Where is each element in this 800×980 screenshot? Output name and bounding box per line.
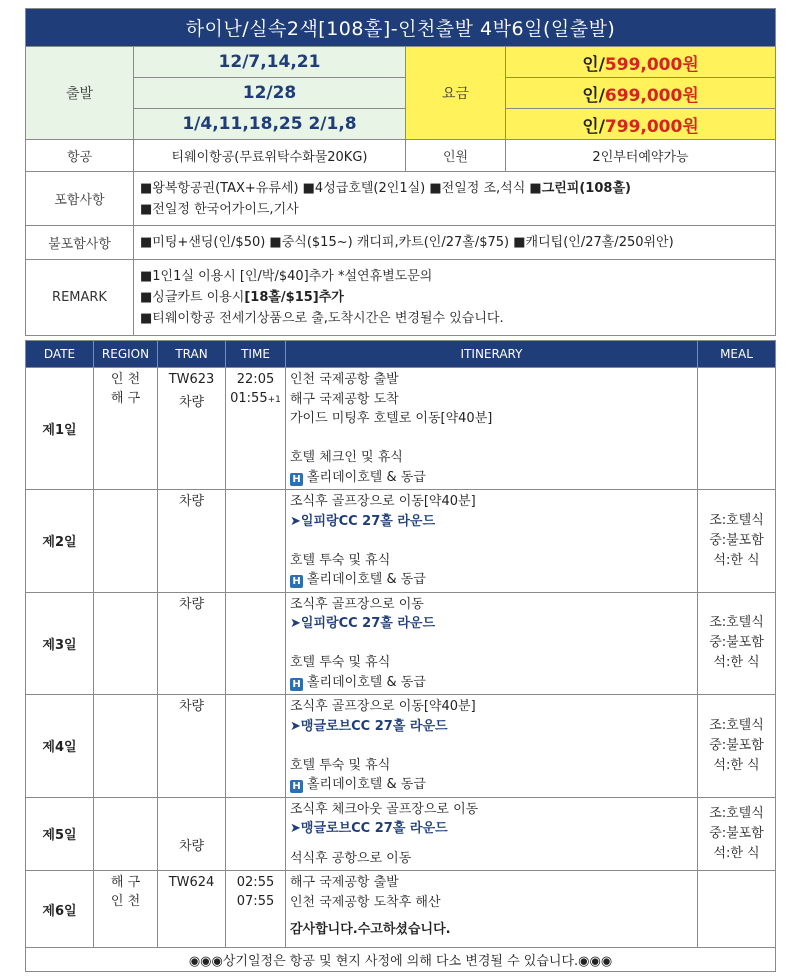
day-time [226, 368, 286, 490]
excluded-list: ■미팅+샌딩(인/$50) ■중식($15~) 캐디피,카트(인/27홀/$75) ■캐디팁(인/27홀/250위안) [134, 226, 776, 260]
fee-price-3 [506, 109, 776, 140]
hotel-name: 홀리데이호텔 & 동급 [307, 572, 426, 587]
day-date: 제4일 [26, 695, 94, 798]
day-region [94, 490, 158, 593]
day-itinerary [286, 695, 698, 798]
departure-label: 출발 [26, 47, 134, 140]
meal-breakfast: 조:호텔식 [709, 805, 764, 821]
remark-label: REMARK [26, 260, 134, 336]
day-meal [698, 490, 776, 593]
fee-prefix: 인/ [582, 116, 605, 137]
day-region [94, 797, 158, 871]
time-depart: 02:55 [236, 875, 275, 890]
day-time [226, 797, 286, 871]
day-meal [698, 871, 776, 948]
hotel-line [290, 570, 693, 590]
meal-dinner: 석:한 식 [713, 757, 760, 773]
hotel-line [290, 468, 693, 488]
remark-line-1: ■1인1실 이용시 [인/박/$40]추가 *설연휴별도문의 [140, 269, 433, 284]
itinerary-line: 조식후 골프장으로 이동 [290, 596, 424, 612]
day-row-6 [26, 871, 776, 948]
day-region [94, 695, 158, 798]
time-depart: 22:05 [236, 372, 275, 387]
remark-line-3: ■티웨이항공 전세기상품으로 출,도착시간은 변경될수 있습니다. [140, 311, 504, 326]
itinerary-line: 인천 국제공항 도착후 해산 [290, 894, 441, 910]
itinerary-line: 해구 국제공항 출발 [290, 875, 399, 890]
itinerary-line [290, 429, 693, 449]
departure-date-1: 12/7,14,21 [134, 47, 406, 78]
day-itinerary [286, 490, 698, 593]
day-tran [158, 368, 226, 490]
hotel-name: 홀리데이호텔 & 동급 [307, 777, 426, 792]
itinerary-line [290, 634, 693, 654]
fee-amount: 599,000원 [604, 54, 699, 75]
golf-round: ➤맹글로브CC 27홀 라운드 [290, 821, 448, 836]
day-row-1 [26, 368, 776, 490]
day-itinerary [286, 871, 698, 948]
itinerary-line: 조식후 골프장으로 이동[약40분] [290, 699, 476, 714]
remark-single-cart-price: [18홀/$15]추가 [244, 290, 344, 305]
closing-message: 감사합니다.수고하셨습니다. [290, 922, 451, 937]
meal-dinner: 석:한 식 [713, 845, 760, 861]
itinerary-line: 호텔 투숙 및 휴식 [290, 655, 391, 670]
departure-date-2: 12/28 [134, 78, 406, 109]
meal-breakfast: 조:호텔식 [709, 512, 764, 528]
day-tran: TW624 [158, 871, 226, 948]
golf-round: ➤일피랑CC 27홀 라운드 [290, 513, 436, 529]
time-arrive: 07:55 [236, 894, 275, 909]
day-itinerary [286, 368, 698, 490]
itinerary-line [290, 531, 693, 551]
header-region: REGION [94, 341, 158, 368]
day-tran: 차량 [158, 490, 226, 593]
day-date: 제1일 [26, 368, 94, 490]
meal-breakfast: 조:호텔식 [709, 615, 764, 631]
day-itinerary [286, 797, 698, 871]
hotel-icon: H [290, 780, 303, 793]
itinerary-table [25, 340, 776, 972]
excluded-label: 불포함사항 [26, 226, 134, 260]
hotel-name: 홀리데이호텔 & 동급 [307, 469, 426, 485]
itinerary-line: 인천 국제공항 출발 [290, 372, 399, 387]
tour-sheet [25, 8, 775, 972]
meal-lunch: 중:불포함 [709, 737, 764, 753]
people-value: 2인부터예약가능 [506, 140, 776, 172]
page-title: 하이난/실속2색[108홀]-인천출발 4박6일(일출발) [26, 9, 776, 47]
day-itinerary [286, 592, 698, 695]
header-date: DATE [26, 341, 94, 368]
remark-list [134, 260, 776, 336]
transport: 차량 [178, 395, 205, 410]
footer-notice: ◉◉◉상기일정은 항공 및 현지 사정에 의해 다소 변경될 수 있습니다.◉◉◉ [26, 948, 776, 972]
itinerary-line: 호텔 투숙 및 휴식 [290, 757, 391, 773]
itinerary-line: 호텔 체크인 및 휴식 [290, 450, 403, 465]
region-to: 해 구 [110, 391, 141, 406]
fee-amount: 799,000원 [604, 116, 699, 137]
fee-prefix: 인/ [582, 85, 605, 106]
itinerary-line: 호텔 투숙 및 휴식 [290, 552, 391, 568]
day-date: 제3일 [26, 592, 94, 695]
departure-date-3: 1/4,11,18,25 2/1,8 [134, 109, 406, 140]
day-row-5 [26, 797, 776, 871]
info-table [25, 8, 776, 336]
included-line-2: ■전일정 한국어가이드,기사 [140, 201, 299, 217]
day-time [226, 695, 286, 798]
region-from: 해 구 [110, 875, 141, 890]
region-from: 인 천 [110, 372, 141, 387]
day-meal [698, 797, 776, 871]
fee-amount: 699,000원 [604, 85, 699, 106]
day-region [94, 368, 158, 490]
meal-lunch: 중:불포함 [709, 635, 764, 651]
day-time [226, 592, 286, 695]
day-row-2 [26, 490, 776, 593]
included-list [134, 172, 776, 226]
itinerary-line [290, 736, 693, 756]
day-date: 제5일 [26, 797, 94, 871]
airline-value: 티웨이항공(무료위탁수화물20KG) [134, 140, 406, 172]
day-date: 제6일 [26, 871, 94, 948]
hotel-icon: H [290, 473, 303, 486]
fee-price-1 [506, 47, 776, 78]
hotel-icon: H [290, 678, 303, 691]
meal-dinner: 석:한 식 [713, 552, 760, 568]
day-tran: 차량 [158, 695, 226, 798]
fee-prefix: 인/ [582, 54, 605, 75]
day-meal [698, 695, 776, 798]
day-time [226, 871, 286, 948]
itinerary-line: 해구 국제공항 도착 [290, 391, 399, 407]
day-time [226, 490, 286, 593]
day-region [94, 592, 158, 695]
itinerary-line: 조식후 골프장으로 이동[약40분] [290, 494, 476, 509]
itinerary-spacer [290, 912, 693, 920]
itinerary-line: 조식후 체크아웃 골프장으로 이동 [290, 801, 479, 817]
golf-round: ➤맹글로브CC 27홀 라운드 [290, 718, 448, 734]
hotel-icon: H [290, 575, 303, 588]
day-row-3 [26, 592, 776, 695]
airline-label: 항공 [26, 140, 134, 172]
time-arrive: 01:55 [230, 391, 268, 406]
header-itinerary: ITINERARY [286, 341, 698, 368]
included-label: 포함사항 [26, 172, 134, 226]
remark-single-cart: ■싱글카트 이용시 [140, 290, 245, 305]
day-region [94, 871, 158, 948]
itinerary-line: 석식후 공항으로 이동 [290, 850, 412, 866]
header-tran: TRAN [158, 341, 226, 368]
day-tran: 차량 [158, 797, 226, 871]
itinerary-line: 가이드 미팅후 호텔로 이동[약40분] [290, 411, 493, 426]
included-line-1 [140, 178, 769, 199]
meal-dinner: 석:한 식 [713, 655, 760, 671]
header-time: TIME [226, 341, 286, 368]
day-meal [698, 592, 776, 695]
day-tran: 차량 [158, 592, 226, 695]
hotel-line [290, 673, 693, 693]
meal-breakfast: 조:호텔식 [709, 717, 764, 733]
hotel-line [290, 775, 693, 795]
day-date: 제2일 [26, 490, 94, 593]
fee-price-2 [506, 78, 776, 109]
itinerary-spacer [290, 839, 693, 849]
time-next-day: +1 [267, 395, 281, 405]
header-meal: MEAL [698, 341, 776, 368]
region-to: 인 천 [110, 894, 141, 909]
meal-lunch: 중:불포함 [709, 532, 764, 548]
golf-round: ➤일피랑CC 27홀 라운드 [290, 616, 436, 631]
meal-lunch: 중:불포함 [709, 825, 764, 841]
fee-label: 요금 [406, 47, 506, 140]
hotel-name: 홀리데이호텔 & 동급 [307, 674, 426, 690]
included-greenfee: ■그린피(108홀) [529, 180, 631, 196]
flight-number: TW623 [168, 372, 215, 387]
people-label: 인원 [406, 140, 506, 172]
included-items: ■왕복항공권(TAX+유류세) ■4성급호텔(2인1실) ■전일정 조,석식 [140, 180, 530, 196]
day-meal [698, 368, 776, 490]
day-row-4 [26, 695, 776, 798]
remark-line-2 [140, 287, 769, 308]
time-arrive-wrap [226, 389, 285, 410]
